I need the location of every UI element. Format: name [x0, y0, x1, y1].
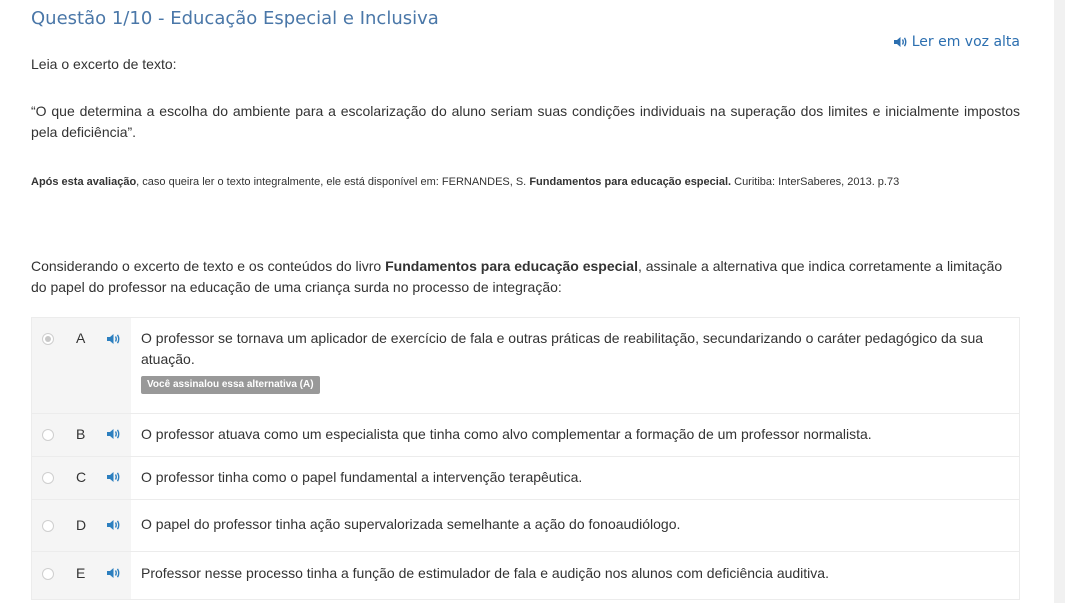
option-a-text: O professor se tornava um aplicador de exercício de fala e outras práticas de reabilitação, secundarizando o caráter pedagógico da sua atuação. — [141, 330, 984, 367]
read-aloud-label: Ler em voz alta — [911, 34, 1020, 50]
option-a[interactable] — [32, 318, 1019, 414]
source-bold-lead: Após esta avaliação — [31, 176, 137, 188]
option-c[interactable] — [32, 457, 1019, 500]
speaker-icon[interactable] — [107, 427, 121, 445]
selected-badge: Você assinalou essa alternativa (A) — [141, 376, 320, 394]
source-reference — [31, 176, 1020, 188]
read-aloud-button[interactable] — [894, 34, 1020, 50]
option-e-controls — [32, 552, 131, 599]
option-d-letter: D — [76, 517, 87, 533]
statement-part-2: , assinale a alternativa que indica corretamente a limitação do papel do professor na educação de uma criança surda no processo de integração: — [31, 258, 1003, 295]
option-d-controls — [32, 500, 131, 551]
options-list — [31, 317, 1020, 600]
option-a-controls — [32, 318, 131, 413]
option-c-radio[interactable] — [42, 472, 54, 484]
source-text-1: , caso queira ler o texto integralmente, ele está disponível em: FERNANDES, S. — [136, 176, 530, 188]
option-c-controls — [32, 457, 131, 499]
option-e-text: Professor nesse processo tinha a função de estimulador de fala e audição nos alunos com deficiência auditiva. — [141, 565, 829, 581]
option-b-text: O professor atuava como um especialista que tinha como alvo complementar a formação de um professor normalista. — [141, 426, 872, 442]
option-d-radio[interactable] — [42, 520, 54, 532]
speaker-icon[interactable] — [107, 470, 121, 488]
option-e-letter: E — [76, 565, 86, 581]
speaker-icon[interactable] — [107, 518, 121, 536]
option-c-text: O professor tinha como o papel fundamental a intervenção terapêutica. — [141, 469, 583, 485]
speaker-icon — [894, 36, 908, 48]
option-d-text: O papel do professor tinha ação supervalorizada semelhante a ação do fonoaudiólogo. — [141, 516, 681, 532]
option-e[interactable] — [32, 552, 1019, 600]
speaker-icon[interactable] — [107, 566, 121, 584]
option-b-letter: B — [76, 426, 86, 442]
question-title: Questão 1/10 - Educação Especial e Inclusiva — [31, 8, 439, 29]
option-a-letter: A — [76, 330, 86, 346]
scrollbar[interactable] — [1054, 0, 1065, 603]
option-e-radio[interactable] — [42, 568, 54, 580]
option-d[interactable] — [32, 500, 1019, 552]
statement-part-1: Considerando o excerto de texto e os conteúdos do livro — [31, 258, 386, 274]
source-book-title: Fundamentos para educação especial. — [529, 176, 732, 188]
question-statement — [31, 256, 1020, 298]
statement-book-title: Fundamentos para educação especial — [385, 258, 638, 274]
option-a-radio[interactable] — [42, 333, 54, 345]
quote-text: “O que determina a escolha do ambiente para a escolarização do aluno seriam suas condições individuais na superação dos limites e inicialmente impostos pela deficiência”. — [31, 103, 1020, 140]
option-c-letter: C — [76, 469, 87, 485]
option-b-controls — [32, 414, 131, 456]
source-text-2: Curitiba: InterSaberes, 2013. p.73 — [731, 176, 900, 188]
speaker-icon[interactable] — [107, 332, 121, 350]
option-b-radio[interactable] — [42, 429, 54, 441]
option-b[interactable] — [32, 414, 1019, 457]
option-a-content — [131, 318, 1019, 413]
intro-text: Leia o excerto de texto: — [31, 56, 177, 72]
